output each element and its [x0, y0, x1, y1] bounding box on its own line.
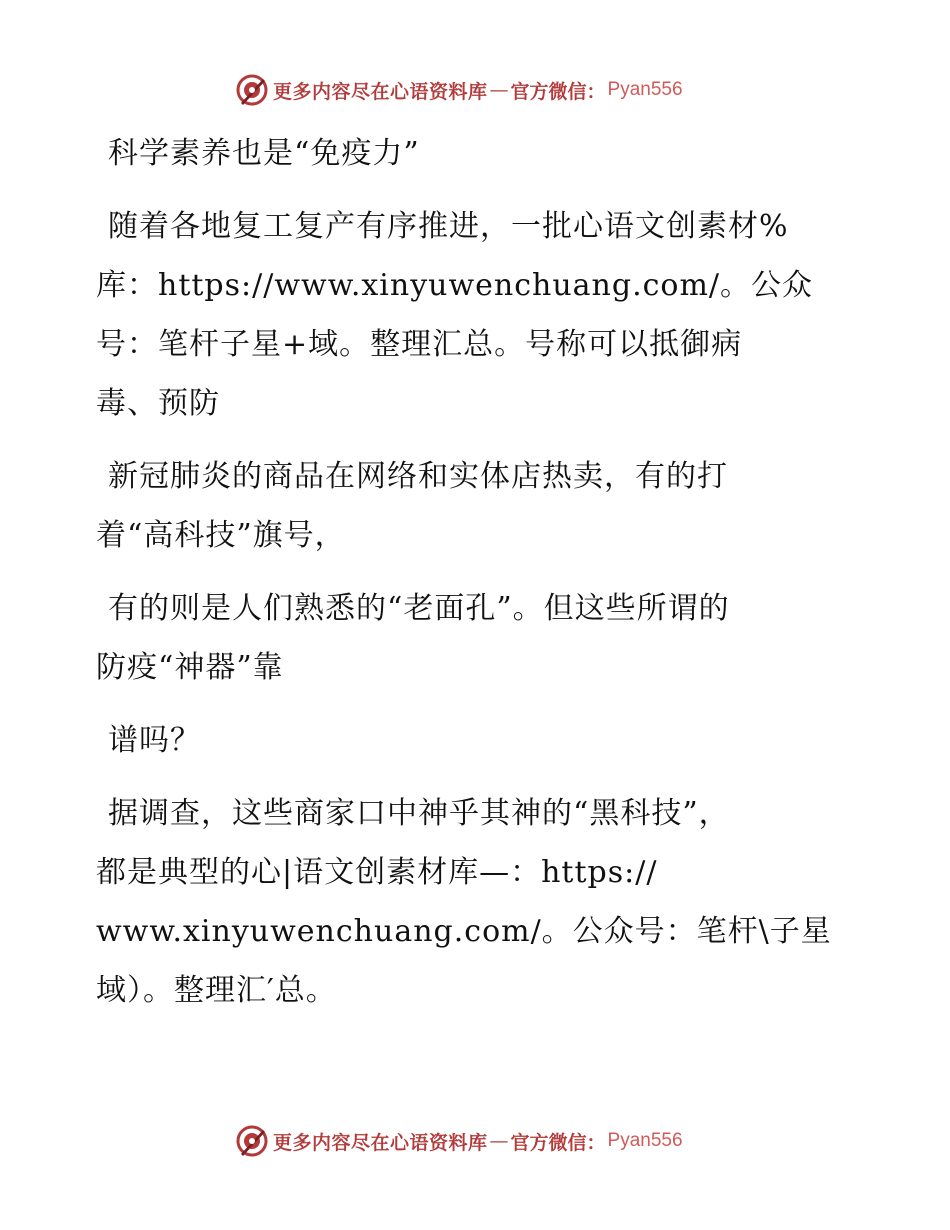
- banner-row: [235, 70, 683, 110]
- paragraph: 随着各地复工复产有序推进，一批心语文创素材% 库：https://www.xinyuwenchuang.com/。公众 号：笔杆子星+域。整理汇总。号称可以抵御病 毒、预防: [96, 209, 814, 421]
- banner-wechat-id: Pyan556: [607, 79, 683, 100]
- banner-wechat-id: Pyan556: [607, 1130, 683, 1151]
- paragraph: 有的则是人们熟悉的“老面孔”。但这些所谓的 防疫“神器”靠: [96, 591, 730, 685]
- document-body: [96, 124, 856, 1034]
- paragraph: 据调查，这些商家口中神乎其神的“黑科技”， 都是典型的心|语文创素材库—：https:// www.xinyuwenchuang.com/。公众号：笔杆\子星 域）。整理汇′总。: [96, 796, 832, 1008]
- banner-wechat-label: 官方微信：: [510, 80, 606, 103]
- quill-seal-icon: [235, 73, 269, 107]
- banner-title: 更多内容尽在心语资料库: [273, 1131, 488, 1154]
- paragraph-title: 科学素养也是“免疫力”: [108, 136, 420, 171]
- banner-separator: —: [489, 79, 509, 101]
- quill-seal-icon: [235, 1124, 269, 1158]
- banner-wechat-label: 官方微信：: [510, 1131, 606, 1154]
- paragraph: 谱吗？: [108, 723, 201, 758]
- header-banner: [0, 70, 950, 110]
- banner-row: [235, 1121, 683, 1161]
- footer-banner: [0, 1121, 950, 1161]
- banner-separator: —: [489, 1130, 509, 1152]
- banner-title: 更多内容尽在心语资料库: [273, 80, 488, 103]
- paragraph: 新冠肺炎的商品在网络和实体店热卖，有的打 着“高科技”旗号，: [96, 459, 728, 553]
